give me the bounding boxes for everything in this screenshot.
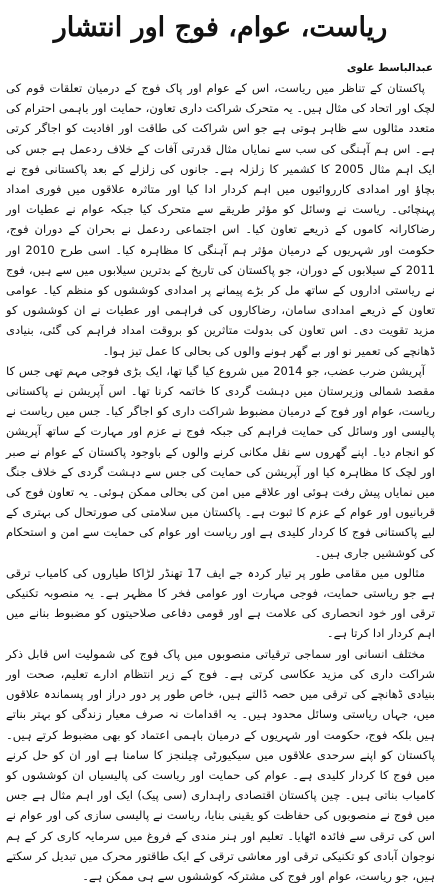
article-paragraph: مثالوں میں مقامی طور پر تیار کردہ جے ایف 17 تھنڈر لڑاکا طیاروں کی کامیاب ترقی ہے جو ریاستی حمایت، فوجی مہارت اور عوامی فخر کا مظہر ہے۔ یہ منصوبہ تکنیکی ترقی اور خود انحصاری کی علامت ہے اور قومی دفاعی صلاحیتوں کو مضبوط بنانے میں اہم کردار ادا کرتا ہے۔ [6, 565, 435, 641]
article-paragraph: مختلف انسانی اور سماجی ترقیاتی منصوبوں میں پاک فوج کی شمولیت اس قابل ذکر شراکت داری کی مزید عکاسی کرتی ہے۔ فوج کے زیر انتظام ادارے تعلیم، صحت اور بنیادی ڈھانچے کی ترقی میں حصہ ڈالتے ہیں، خاص طور پر دور دراز اور پسماندہ علاقوں میں، جہاں ریاستی وسائل محدود ہیں۔ یہ اقدامات نہ صرف معیار زندگی کو بہتر بناتے ہیں بلکہ فوج، حکومت اور شہریوں کے درمیان باہمی اعتماد کو بھی مضبوط کرتے ہیں۔ پاکستان کو اپنے سرحدی علاقوں میں سیکیورٹی چیلنجز کا سامنا ہے اور ان کو حل کرنے میں فوج کا کردار کلیدی ہے۔ عوام کی حمایت اور ریاست کی پالیسیاں ان کوششوں کو کامیاب بناتی ہیں۔ چین پاکستان اقتصادی راہداری (سی پیک) ایک اور اہم مثال ہے جس میں فوج نے منصوبوں کی حفاظت کو یقینی بنایا، ریاست نے پالیسی سازی کی اور عوام نے اس کی ترقی سے فائدہ اٹھایا۔ تعلیم اور ہنر مندی کے فروغ میں سرمایہ کاری کر کے ہم نوجوان آبادی کو تکنیکی ترقی اور معاشی ترقی کے ایک طاقتور محرک میں تبدیل کر سکتے ہیں، جو ریاست، عوام اور فوج کی مشترکہ کوششوں سے ہی ممکن ہے۔ [6, 646, 435, 883]
author-byline: عبدالباسط علوی [346, 62, 433, 74]
article-body [6, 78, 435, 886]
article-paragraph: پاکستان کے تناظر میں ریاست، اس کے عوام اور پاک فوج کے درمیان تعلقات قوم کی لچک اور اتحاد کی مثال ہیں۔ یہ متحرک شراکت داری تعاون، حمایت اور باہمی احترام کی متعدد مثالوں سے ظاہر ہوتی ہے جو اس شراکت کی طاقت اور افادیت کو اجاگر کرتی ہے۔ اس ہم آہنگی کی سب سے نمایاں مثال قدرتی آفات کے خلاف ردعمل ہے جس کی ایک اہم مثال 2005 کا کشمیر کا زلزلہ ہے۔ جانوں کی زلزلے کے بعد پاکستانی فوج نے بچاؤ اور امدادی کارروائیوں میں اہم کردار ادا کیا اور متاثرہ علاقوں میں فوری امداد پہنچائی۔ ریاست نے وسائل کو مؤثر طریقے سے متحرک کیا جبکہ عوام نے عطیات اور رضاکارانہ کاموں کے ذریعے تعاون کیا۔ اس اجتماعی ردعمل نے بحران کے دوران فوج، حکومت اور شہریوں کے درمیان مؤثر ہم آہنگی کا مظاہرہ کیا۔ اسی طرح 2010 اور 2011 کے سیلابوں کے دوران، جو پاکستان کی تاریخ کے بدترین سیلابوں میں سے ہیں، فوج نے ریاستی اداروں کے ساتھ مل کر بڑے پیمانے پر امدادی کوششوں کو منظم کیا۔ عوامی تعاون کے ذریعے امدادی سامان، رضاکاروں کی فراہمی اور عطیات نے ان کوششوں کو مزید تقویت دی۔ اس تعاون کی بدولت متاثرین کو بروقت امداد فراہم کی گئی، بنیادی ڈھانچے کی تعمیر نو اور بے گھر ہونے والوں کی بحالی کا عمل تیز ہوا۔ [6, 81, 435, 358]
article-paragraph: آپریشن ضرب عضب، جو 2014 میں شروع کیا گیا تھا، ایک بڑی فوجی مہم تھی جس کا مقصد شمالی وزیرستان میں دہشت گردی کا خاتمہ کرنا تھا۔ اس آپریشن نے پاکستانی ریاست، عوام اور فوج کے درمیان مضبوط شراکت داری کو اجاگر کیا۔ جس میں ریاست نے پالیسی اور وسائل کی حمایت فراہم کی جبکہ فوج نے عزم اور مہارت کے ساتھ آپریشن کو انجام دیا۔ اپنے گھروں سے نقل مکانی کرنے والوں کے باوجود پاکستان کے عوام نے صبر اور لچک کا مظاہرہ کیا اور آپریشن کی حمایت کی جس سے دہشت گردی کے خلاف جنگ میں نمایاں پیش رفت ہوئی اور علاقے میں امن کی بحالی ممکن ہوئی۔ یہ تعاون فوج کی قربانیوں اور عوام کے عزم کا ثبوت ہے۔ پاکستان میں سلامتی کی صورتحال کی بہتری کے لیے پاکستانی فوج کا کردار کلیدی ہے اور ریاست اور عوام کی حمایت سے امن و استحکام کی کوششیں جاری ہیں۔ [6, 363, 435, 560]
article-headline: ریاست، عوام، فوج اور انتشار [53, 12, 388, 43]
